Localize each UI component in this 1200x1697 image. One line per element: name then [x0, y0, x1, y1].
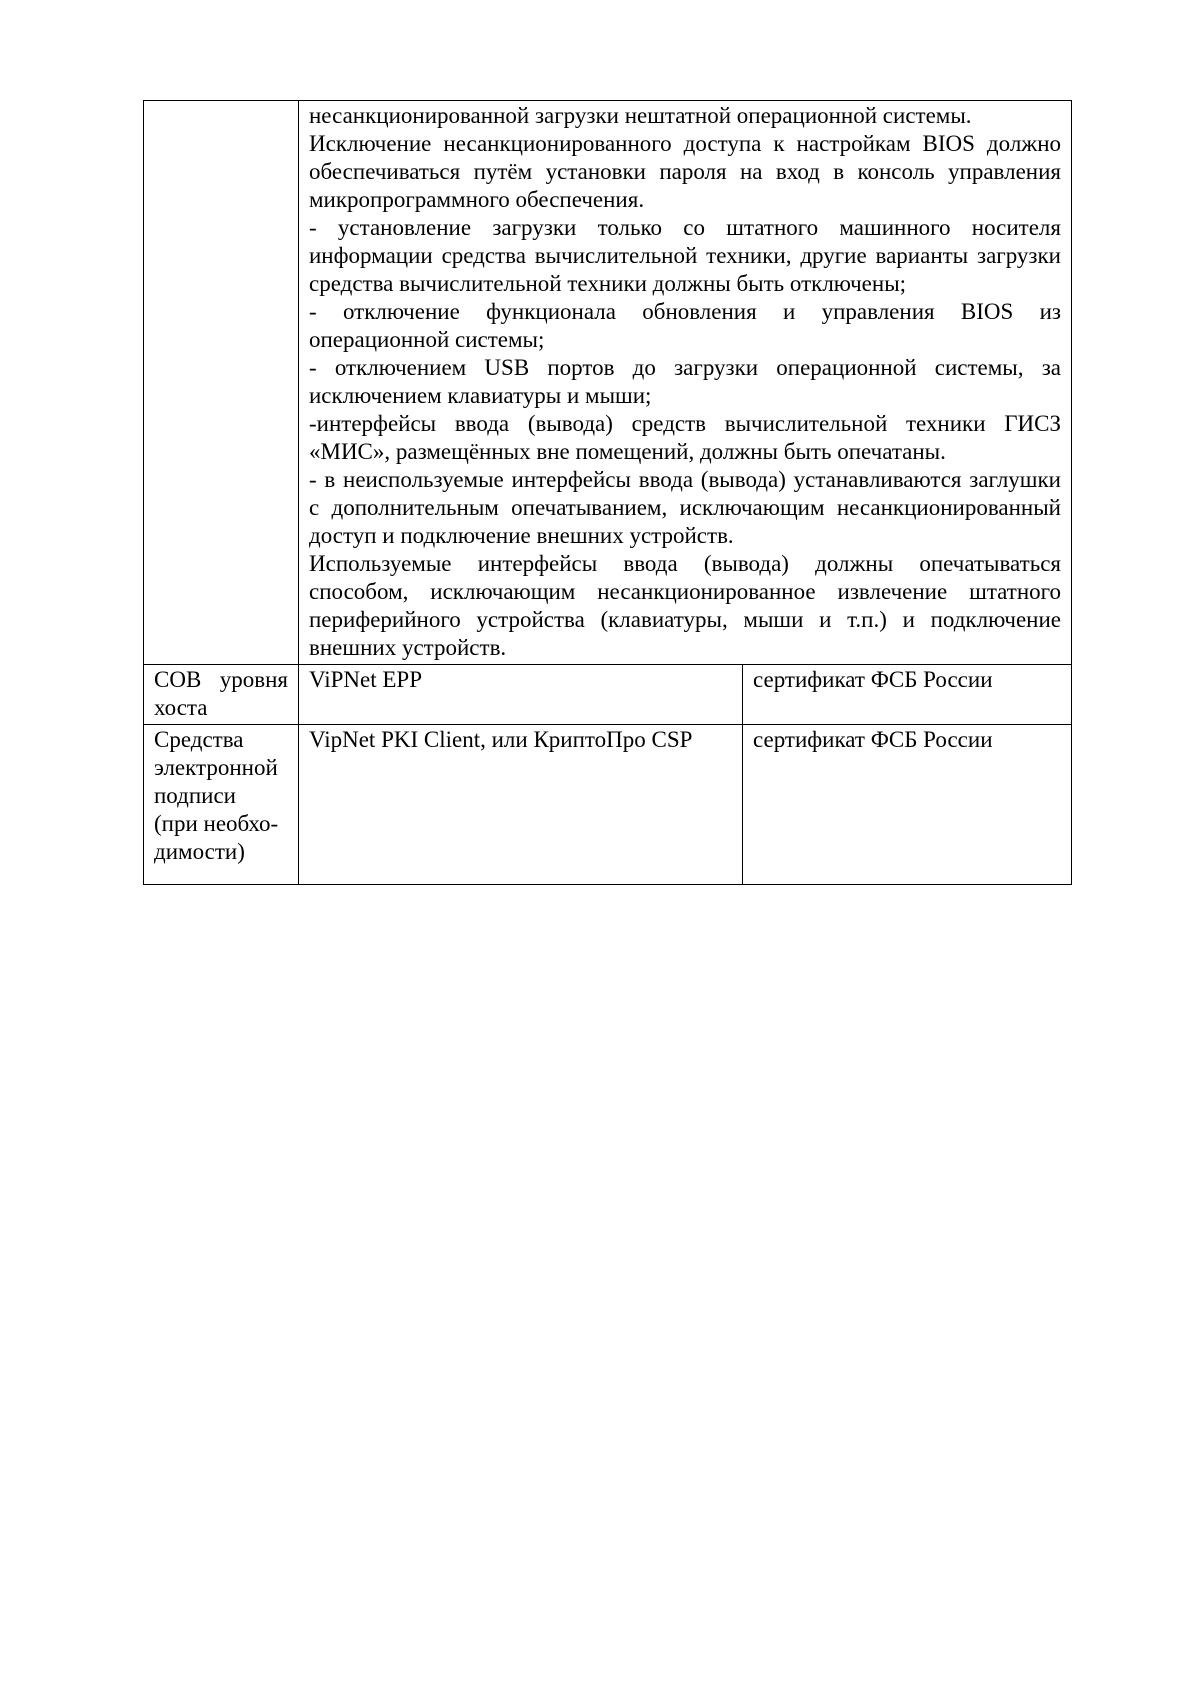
certificate-cell	[743, 665, 1072, 725]
product-name: ViPNet EPP	[309, 667, 423, 692]
measure-paragraph-3: - установление загрузки только со штатного машинного носителя информации средства вычислительной техники, другие варианты загрузки средства вычислительной техники должны быть отключены;	[309, 215, 1061, 296]
certificate-cell	[743, 725, 1072, 885]
category-cell	[144, 725, 299, 885]
empty-category-cell	[144, 101, 299, 665]
measure-paragraph-1: несанкционированной загрузки нештатной операционной системы.	[309, 103, 972, 128]
category-label: Средства электронной подписи (при необхо-димости)	[154, 727, 279, 864]
measure-paragraph-2: Исключение несанкционированного доступа к настройкам BIOS должно обеспечиваться путём установки пароля на вход в консоль управления микропрограммного обеспечения.	[309, 131, 1061, 212]
product-cell	[299, 665, 743, 725]
measure-paragraph-8: Используемые интерфейсы ввода (вывода) должны опечатываться способом, исключающим несанкционированное извлечение штатного периферийного устройства (клавиатуры, мыши и т.п.) и подключение внешних устройств.	[309, 551, 1061, 660]
requirements-table	[143, 100, 1072, 885]
measure-paragraph-6: -интерфейсы ввода (вывода) средств вычислительной техники ГИСЗ «МИС», размещённых вне помещений, должны быть опечатаны.	[309, 411, 1061, 464]
measure-paragraph-5: - отключением USB портов до загрузки операционной системы, за исключением клавиатуры и мыши;	[309, 355, 1061, 408]
product-cell	[299, 725, 743, 885]
category-cell	[144, 665, 299, 725]
table-row-host-ids	[144, 665, 1072, 725]
measures-cell	[299, 101, 1072, 665]
certificate-text: сертификат ФСБ России	[753, 727, 993, 752]
certificate-text: сертификат ФСБ России	[753, 667, 993, 692]
product-name: VipNet PKI Client, или КриптоПро CSP	[309, 727, 693, 752]
table-row-protection-measures	[144, 101, 1072, 665]
measure-paragraph-4: - отключение функционала обновления и управления BIOS из операционной системы;	[309, 299, 1061, 352]
measure-paragraph-7: - в неиспользуемые интерфейсы ввода (вывода) устанавливаются заглушки с дополнительным опечатыванием, исключающим несанкционированный доступ и подключение внешних устройств.	[309, 467, 1061, 548]
category-label: СОВ уровня хоста	[154, 667, 288, 720]
table-row-e-signature	[144, 725, 1072, 885]
